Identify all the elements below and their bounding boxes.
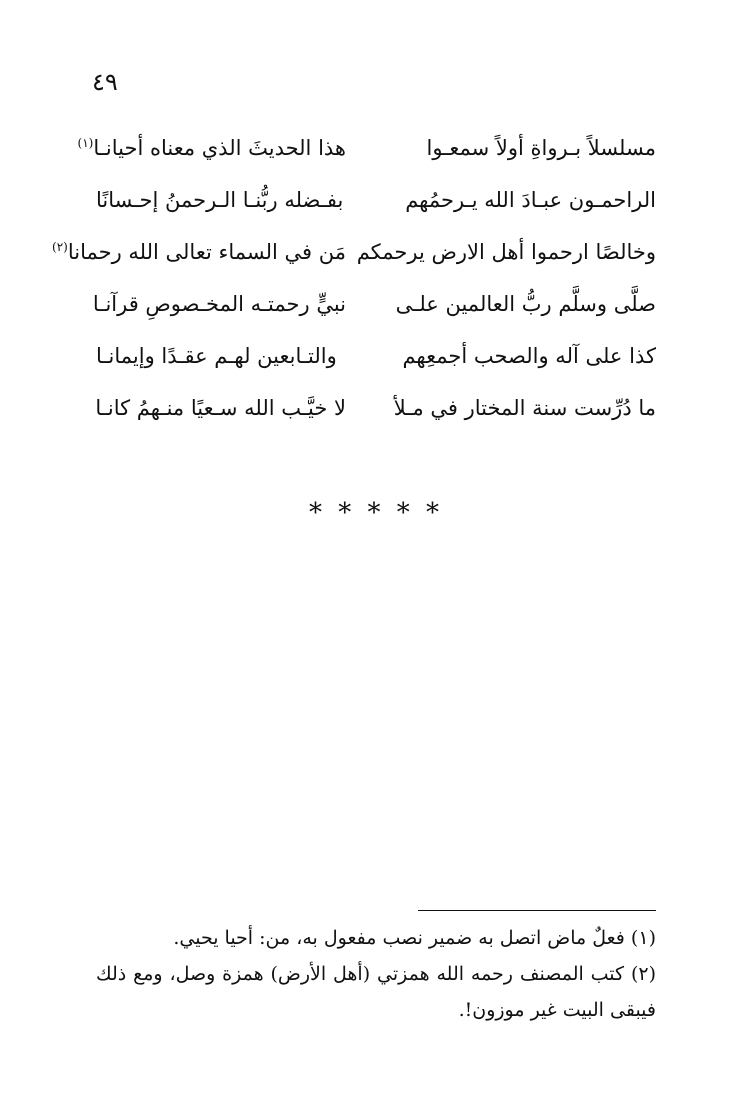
verse-first-hemistich: ما دُرِّست سنة المختار في مـلأ — [393, 396, 656, 420]
verse-first-hemistich: الراحمـون عبـادَ الله يـرحمُهم — [405, 188, 656, 212]
verse-first-hemistich: مسلسلاً بـرواةِ أولاً سمعـوا — [426, 136, 656, 160]
verse-second-hemistich: لا خيَّـب الله سـعيًا منـهمُ كانـا — [95, 396, 346, 420]
footnote-ref-1: (١) — [77, 136, 94, 150]
verse-second-hemistich — [77, 136, 346, 160]
verse-second-hemistich — [52, 240, 346, 264]
verse-second-hemistich: بفـضله ربُّنـا الـرحمنُ إحـسانًا — [96, 188, 344, 212]
verse-2 — [96, 174, 656, 226]
footnote-1: (١) فعلٌ ماض اتصل به ضمير نصب مفعول به، من: أحيا يحيي. — [173, 927, 656, 949]
verse-1 — [77, 122, 656, 174]
verse-5 — [96, 330, 656, 382]
poem — [52, 122, 656, 434]
verse-6 — [96, 382, 656, 434]
verse-first-hemistich: صلَّى وسلَّم ربُّ العالمين علـى — [395, 292, 656, 316]
verse-3 — [52, 226, 656, 278]
verse-second-hemistich: والتـابعين لهـم عقـدًا وإيمانـا — [96, 344, 337, 368]
verse-text: مَن في السماء تعالى الله رحمانا — [67, 240, 346, 264]
footnote-divider — [418, 910, 656, 911]
verse-4 — [92, 278, 656, 330]
verse-text: هذا الحديثَ الذي معناه أحيانـا — [93, 136, 346, 160]
verse-first-hemistich: كذا على آله والصحب أجمعِهم — [402, 344, 656, 368]
page-number: ٤٩ — [92, 68, 118, 96]
verse-second-hemistich: نبيٍّ رحمتـه المخـصوصِ قرآنـا — [92, 292, 346, 316]
footnotes — [96, 920, 656, 1028]
footnote-ref-2: (٢) — [52, 240, 68, 254]
footnote-2: (٢) كتب المصنف رحمه الله همزتي (أهل الأرض) همزة وصل، ومع ذلك فيبقى البيت غير موزون!. — [96, 963, 656, 1021]
verse-first-hemistich: وخالصًا ارحموا أهل الارض يرحمكم — [356, 240, 656, 264]
section-separator: * * * * * — [308, 498, 444, 528]
